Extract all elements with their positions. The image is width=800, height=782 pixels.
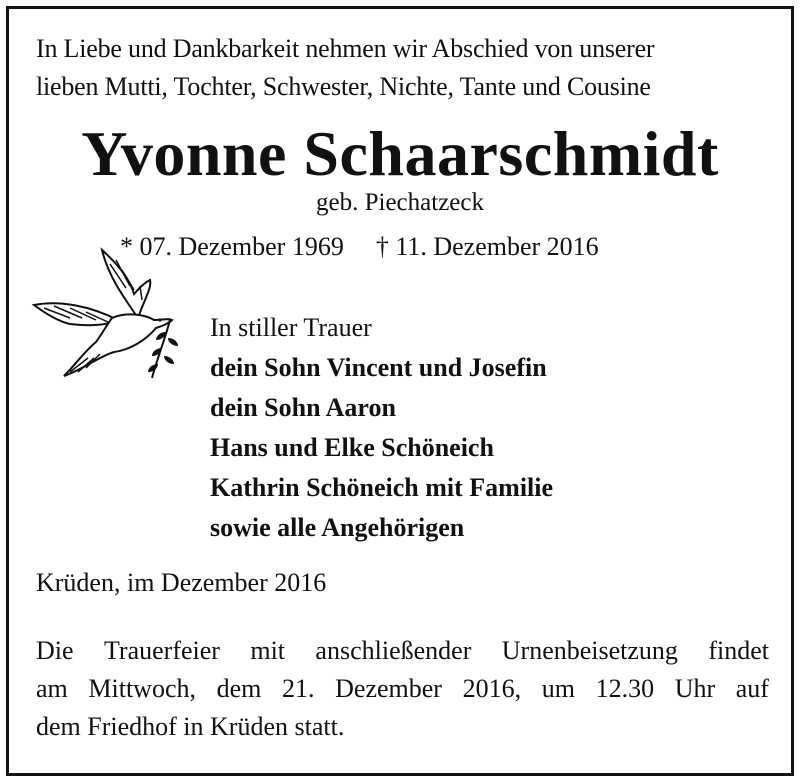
funeral-line-2 xyxy=(36,670,769,708)
funeral-line-3: dem Friedhof in Krüden statt. xyxy=(36,712,345,741)
funeral-word: anschließender xyxy=(315,636,472,665)
funeral-word: dem xyxy=(216,674,262,703)
place-and-date: Krüden, im Dezember 2016 xyxy=(36,568,327,597)
birth-date: * 07. Dezember 1969 xyxy=(120,232,344,261)
intro-line-1: In Liebe und Dankbarkeit nehmen wir Abschied von unserer xyxy=(36,34,655,63)
mourner-line: sowie alle Angehörigen xyxy=(210,513,465,542)
life-dates xyxy=(120,231,599,263)
funeral-word: mit xyxy=(250,636,286,665)
funeral-line-1 xyxy=(36,632,769,670)
funeral-word: findet xyxy=(708,636,769,665)
funeral-word: 21. xyxy=(282,674,315,703)
deceased-name: Yvonne Schaarschmidt xyxy=(81,118,719,189)
funeral-word: 12.30 xyxy=(595,674,655,703)
mourners-list xyxy=(210,308,553,548)
mourner-line: Hans und Elke Schöneich xyxy=(210,433,494,462)
funeral-details xyxy=(36,632,769,746)
funeral-word: am xyxy=(36,674,68,703)
mourning-intro: In stiller Trauer xyxy=(210,313,372,342)
maiden-name: geb. Piechatzeck xyxy=(316,189,484,216)
funeral-word: Trauerfeier xyxy=(103,636,220,665)
death-date: † 11. Dezember 2016 xyxy=(375,232,599,261)
funeral-word: Dezember xyxy=(335,674,442,703)
funeral-word: auf xyxy=(735,674,769,703)
mourner-line: dein Sohn Aaron xyxy=(210,393,396,422)
funeral-word: Die xyxy=(36,636,74,665)
funeral-word: Mittwoch, xyxy=(88,674,196,703)
dove-with-olive-branch-icon xyxy=(30,240,190,385)
funeral-word: um xyxy=(541,674,575,703)
intro-text xyxy=(36,30,771,106)
funeral-word: 2016, xyxy=(462,674,522,703)
funeral-word: Urnenbeisetzung xyxy=(501,636,678,665)
intro-line-2: lieben Mutti, Tochter, Schwester, Nichte, Tante und Cousine xyxy=(36,72,651,101)
mourner-line: dein Sohn Vincent und Josefin xyxy=(210,353,547,382)
mourner-line: Kathrin Schöneich mit Familie xyxy=(210,473,554,502)
funeral-word: Uhr xyxy=(674,674,716,703)
